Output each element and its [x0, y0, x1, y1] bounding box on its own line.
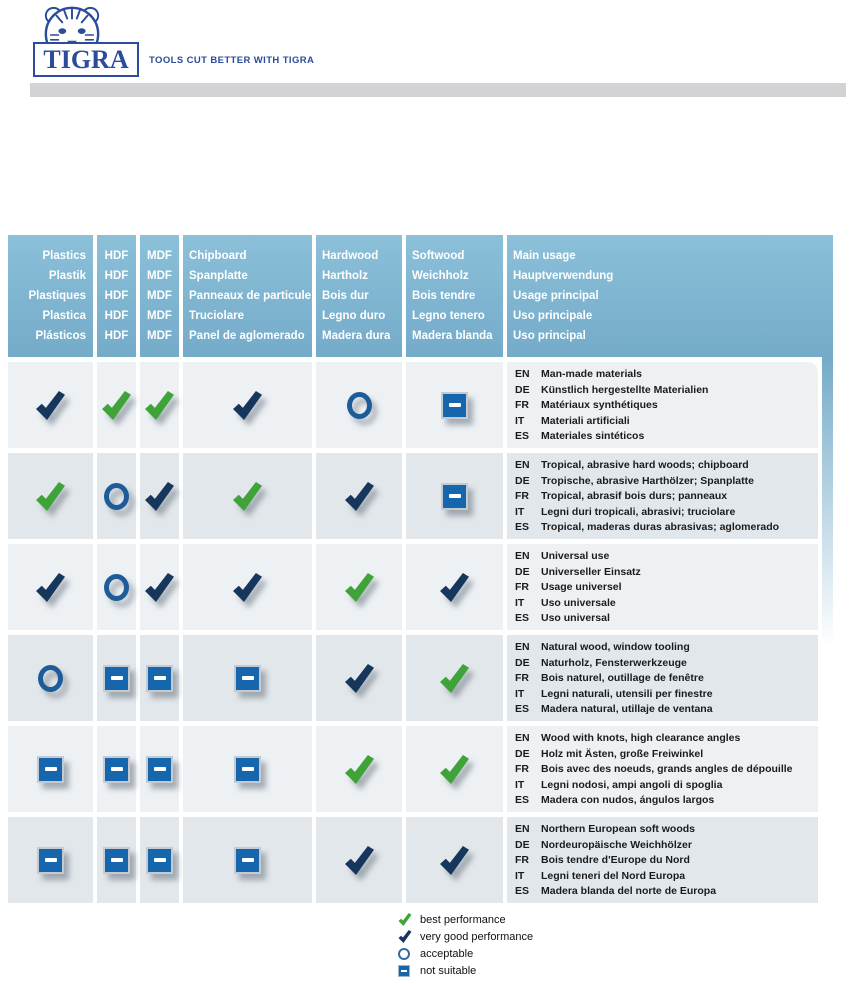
best-performance-icon: [35, 482, 66, 511]
usage-line-fr: [515, 398, 818, 414]
column-header-line: Madera blanda: [412, 330, 493, 342]
rating-cell-hardwood: [316, 635, 402, 721]
usage-text: Legni teneri del Nord Europa: [541, 869, 686, 882]
column-header-line: Softwood: [412, 250, 465, 262]
very-good-performance-icon: [232, 391, 263, 420]
not-suitable-icon: [234, 665, 261, 692]
column-header-mdf: [140, 235, 179, 357]
language-code: FR: [515, 399, 529, 412]
best-performance-icon: [344, 755, 375, 784]
legend-label: very good performance: [420, 930, 534, 943]
column-header-line: HDF: [104, 250, 129, 262]
best-performance-icon: [439, 755, 470, 784]
rating-cell-chipboard: [183, 817, 312, 903]
usage-line-de: [515, 747, 818, 763]
acceptable-icon: [398, 948, 410, 960]
usage-text: Matériaux synthétiques: [541, 399, 658, 412]
rating-cell-mdf: [140, 544, 179, 630]
rating-cell-chipboard: [183, 453, 312, 539]
column-header-line: Weichholz: [412, 270, 469, 282]
table-row: [8, 453, 833, 539]
language-code: EN: [515, 641, 530, 653]
not-suitable-icon: [234, 847, 261, 874]
language-code: DE: [515, 474, 530, 487]
usage-text: Madera natural, utillaje de ventana: [541, 703, 713, 716]
best-performance-icon: [101, 391, 132, 420]
usage-text: Materiali artificiali: [541, 414, 630, 427]
column-header-main-usage: [507, 235, 833, 357]
column-header-softwood: [406, 235, 503, 357]
language-code: EN: [515, 550, 530, 562]
language-code: DE: [515, 565, 530, 578]
rating-cell-hdf: [97, 635, 136, 721]
not-suitable-icon: [103, 756, 130, 783]
brand-tagline: TOOLS CUT BETTER WITH TIGRA: [149, 55, 315, 66]
column-header-line: Madera dura: [322, 330, 391, 342]
language-code: DE: [515, 838, 530, 851]
rating-cell-hdf: [97, 817, 136, 903]
column-header-line: Bois dur: [322, 290, 369, 302]
column-header-line: HDF: [104, 290, 129, 302]
usage-line-it: [515, 687, 818, 703]
rating-cell-softwood: [406, 453, 503, 539]
usage-text: Bois naturel, outillage de fenêtre: [541, 672, 704, 685]
not-suitable-icon: [146, 847, 173, 874]
very-good-performance-icon: [344, 482, 375, 511]
rating-cell-plastics: [8, 726, 93, 812]
language-code: EN: [515, 459, 530, 471]
usage-text: Naturholz, Fensterwerkzeuge: [541, 656, 687, 669]
very-good-performance-icon: [144, 482, 175, 511]
not-suitable-icon: [37, 756, 64, 783]
not-suitable-icon: [398, 965, 410, 977]
rating-cell-softwood: [406, 544, 503, 630]
rating-cell-chipboard: [183, 635, 312, 721]
column-header-line: MDF: [147, 330, 172, 342]
column-header-line: Plastiques: [28, 290, 86, 302]
rating-cell-plastics: [8, 544, 93, 630]
usage-line-de: [515, 838, 818, 854]
usage-line-fr: [515, 489, 818, 505]
very-good-performance-icon: [35, 573, 66, 602]
usage-cell: [507, 817, 818, 903]
legend-icon-slot: [398, 965, 414, 977]
column-header-plastics: [8, 235, 93, 357]
usage-text: Tropical, maderas duras abrasivas; aglomerado: [541, 521, 780, 534]
language-code: IT: [515, 596, 525, 609]
usage-text: Man-made materials: [541, 368, 642, 380]
very-good-performance-icon: [232, 573, 263, 602]
column-header-line: Hartholz: [322, 270, 368, 282]
best-performance-icon: [439, 664, 470, 693]
legend-label: not suitable: [420, 964, 477, 977]
usage-text: Nordeuropäische Weichhölzer: [541, 838, 692, 851]
rating-cell-plastics: [8, 453, 93, 539]
usage-line-de: [515, 474, 818, 490]
usage-cell: [507, 726, 818, 812]
language-code: EN: [515, 823, 530, 835]
table-row: [8, 544, 833, 630]
rating-cell-plastics: [8, 817, 93, 903]
language-code: ES: [515, 521, 530, 534]
not-suitable-icon: [103, 665, 130, 692]
legend-label: acceptable: [420, 947, 474, 960]
usage-text: Northern European soft woods: [541, 823, 696, 835]
usage-line-es: [515, 702, 818, 718]
column-header-line: Legno duro: [322, 310, 386, 322]
usage-text: Universal use: [541, 550, 610, 562]
usage-text: Wood with knots, high clearance angles: [541, 732, 741, 744]
rating-cell-hardwood: [316, 453, 402, 539]
language-code: EN: [515, 368, 530, 380]
column-header-line: Main usage: [513, 250, 576, 262]
column-header-line: HDF: [104, 330, 129, 342]
column-header-line: MDF: [147, 290, 172, 302]
usage-text: Legni nodosi, ampi angoli di spoglia: [541, 778, 723, 791]
very-good-performance-icon: [344, 846, 375, 875]
column-header-chipboard: [183, 235, 312, 357]
very-good-performance-icon: [439, 573, 470, 602]
usage-text: Materiales sintéticos: [541, 430, 645, 443]
rating-cell-mdf: [140, 635, 179, 721]
column-header-line: Plastica: [42, 310, 86, 322]
rating-cell-hardwood: [316, 817, 402, 903]
usage-line-en: [515, 458, 818, 474]
rating-cell-hardwood: [316, 362, 402, 448]
legend: [398, 911, 533, 979]
column-header-line: Bois tendre: [412, 290, 476, 302]
column-header-line: Plásticos: [35, 330, 86, 342]
not-suitable-icon: [441, 392, 468, 419]
rating-cell-softwood: [406, 635, 503, 721]
usage-cell: [507, 544, 818, 630]
rating-cell-chipboard: [183, 726, 312, 812]
acceptable-icon: [38, 665, 63, 692]
usage-text: Tropical, abrasive hard woods; chipboard: [541, 459, 749, 471]
usage-line-fr: [515, 762, 818, 778]
language-code: DE: [515, 656, 530, 669]
language-code: FR: [515, 854, 529, 867]
usage-text: Madera con nudos, ángulos largos: [541, 794, 715, 807]
very-good-performance-icon: [35, 391, 66, 420]
best-performance-icon: [398, 913, 412, 926]
usage-line-it: [515, 869, 818, 885]
column-header-line: Usage principal: [513, 290, 599, 302]
language-code: IT: [515, 414, 525, 427]
language-code: FR: [515, 763, 529, 776]
not-suitable-icon: [146, 756, 173, 783]
usage-line-en: [515, 549, 818, 565]
usage-cell: [507, 453, 818, 539]
acceptable-icon: [104, 483, 129, 510]
usage-text: Bois tendre d'Europe du Nord: [541, 854, 690, 867]
best-performance-icon: [344, 573, 375, 602]
legend-icon-slot: [398, 948, 414, 960]
rating-cell-plastics: [8, 362, 93, 448]
rating-cell-mdf: [140, 726, 179, 812]
rating-cell-plastics: [8, 635, 93, 721]
usage-text: Holz mit Ästen, große Freiwinkel: [541, 747, 704, 760]
usage-text: Universeller Einsatz: [541, 565, 641, 578]
usage-text: Usage universel: [541, 581, 622, 594]
very-good-performance-icon: [344, 664, 375, 693]
language-code: EN: [515, 732, 530, 744]
table-row: [8, 726, 833, 812]
acceptable-icon: [347, 392, 372, 419]
usage-line-en: [515, 640, 818, 656]
column-header-hardwood: [316, 235, 402, 357]
column-header-line: Uso principal: [513, 330, 586, 342]
legend-icon-slot: [398, 913, 414, 926]
rating-cell-chipboard: [183, 362, 312, 448]
very-good-performance-icon: [398, 930, 412, 943]
column-header-line: Truciolare: [189, 310, 244, 322]
legend-item-acceptable: [398, 945, 533, 962]
language-code: IT: [515, 869, 525, 882]
usage-line-it: [515, 414, 818, 430]
usage-line-it: [515, 505, 818, 521]
column-header-line: Hauptverwendung: [513, 270, 614, 282]
table-row: [8, 362, 833, 448]
usage-text: Legni naturali, utensili per finestre: [541, 687, 713, 700]
usage-text: Bois avec des noeuds, grands angles de dépouille: [541, 763, 793, 776]
usage-line-fr: [515, 671, 818, 687]
not-suitable-icon: [146, 665, 173, 692]
language-code: ES: [515, 885, 530, 898]
usage-line-it: [515, 596, 818, 612]
column-header-line: Hardwood: [322, 250, 379, 262]
column-header-line: Plastics: [42, 250, 86, 262]
not-suitable-icon: [234, 756, 261, 783]
rating-cell-hdf: [97, 544, 136, 630]
rating-cell-hardwood: [316, 726, 402, 812]
usage-line-en: [515, 367, 818, 383]
rating-cell-softwood: [406, 726, 503, 812]
column-header-line: Legno tenero: [412, 310, 485, 322]
language-code: ES: [515, 703, 530, 716]
table-row: [8, 635, 833, 721]
language-code: DE: [515, 747, 530, 760]
language-code: FR: [515, 581, 529, 594]
header-fade-strip: [822, 357, 833, 647]
language-code: ES: [515, 612, 530, 625]
usage-line-es: [515, 793, 818, 809]
column-header-line: Panneaux de particule: [189, 290, 312, 302]
language-code: ES: [515, 430, 530, 443]
usage-line-de: [515, 656, 818, 672]
usage-line-de: [515, 383, 818, 399]
usage-text: Legni duri tropicali, abrasivi; truciolare: [541, 505, 736, 518]
language-code: FR: [515, 490, 529, 503]
usage-line-en: [515, 822, 818, 838]
rating-cell-hdf: [97, 362, 136, 448]
legend-icon-slot: [398, 930, 414, 943]
legend-item-very-good: [398, 928, 533, 945]
usage-line-fr: [515, 580, 818, 596]
language-code: FR: [515, 672, 529, 685]
language-code: IT: [515, 687, 525, 700]
very-good-performance-icon: [144, 573, 175, 602]
usage-text: Madera blanda del norte de Europa: [541, 885, 717, 898]
not-suitable-icon: [441, 483, 468, 510]
rating-cell-mdf: [140, 362, 179, 448]
best-performance-icon: [144, 391, 175, 420]
rating-cell-hardwood: [316, 544, 402, 630]
usage-cell: [507, 362, 818, 448]
column-header-line: Chipboard: [189, 250, 247, 262]
table-header-row: [8, 235, 833, 357]
usage-line-it: [515, 778, 818, 794]
rating-cell-mdf: [140, 817, 179, 903]
language-code: DE: [515, 383, 530, 396]
divider-bar: [30, 83, 846, 97]
legend-item-not-suitable: [398, 962, 533, 979]
usage-line-es: [515, 520, 818, 536]
usage-text: Uso universale: [541, 596, 616, 609]
not-suitable-icon: [37, 847, 64, 874]
column-header-line: Spanplatte: [189, 270, 248, 282]
rating-cell-softwood: [406, 362, 503, 448]
column-header-line: Panel de aglomerado: [189, 330, 305, 342]
usage-line-fr: [515, 853, 818, 869]
tigra-logo: [33, 42, 139, 77]
very-good-performance-icon: [439, 846, 470, 875]
language-code: IT: [515, 505, 525, 518]
column-header-line: HDF: [104, 270, 129, 282]
usage-text: Natural wood, window tooling: [541, 641, 690, 653]
rating-cell-chipboard: [183, 544, 312, 630]
column-header-hdf: [97, 235, 136, 357]
acceptable-icon: [104, 574, 129, 601]
usage-line-es: [515, 611, 818, 627]
usage-line-es: [515, 429, 818, 445]
column-header-line: MDF: [147, 310, 172, 322]
usage-text: Tropische, abrasive Harthölzer; Spanplatte: [541, 474, 754, 487]
suitability-table: [8, 235, 833, 903]
usage-line-de: [515, 565, 818, 581]
rating-cell-softwood: [406, 817, 503, 903]
legend-label: best performance: [420, 913, 506, 926]
column-header-line: Plastik: [48, 270, 86, 282]
legend-item-best: [398, 911, 533, 928]
logo-text: TIGRA: [43, 44, 129, 74]
column-header-line: Uso principale: [513, 310, 593, 322]
usage-text: Tropical, abrasif bois durs; panneaux: [541, 490, 728, 503]
column-header-line: MDF: [147, 250, 172, 262]
rating-cell-mdf: [140, 453, 179, 539]
usage-text: Uso universal: [541, 612, 610, 625]
rating-cell-hdf: [97, 453, 136, 539]
column-header-line: HDF: [104, 310, 129, 322]
usage-line-en: [515, 731, 818, 747]
best-performance-icon: [232, 482, 263, 511]
language-code: ES: [515, 794, 530, 807]
usage-text: Künstlich hergestellte Materialien: [541, 383, 709, 396]
usage-line-es: [515, 884, 818, 900]
usage-cell: [507, 635, 818, 721]
language-code: IT: [515, 778, 525, 791]
column-header-line: MDF: [147, 270, 172, 282]
table-row: [8, 817, 833, 903]
not-suitable-icon: [103, 847, 130, 874]
rating-cell-hdf: [97, 726, 136, 812]
